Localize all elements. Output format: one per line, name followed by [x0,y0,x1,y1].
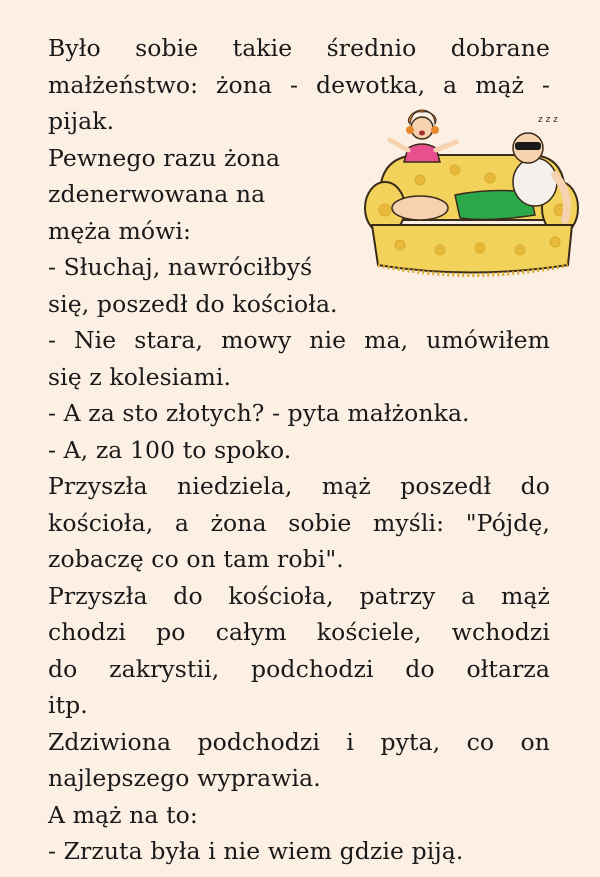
wife-head-icon [411,117,433,139]
story-line-13: Przyszła niedziela, mąż poszedł do [48,472,550,500]
story-line-17: chodzi po całym kościele, wchodzi [48,618,550,646]
story-line-4: Pewnego razu żona [48,143,281,172]
story-line-1: Było sobie takie średnio dobrane [48,34,550,62]
story-line-19: itp. [48,691,88,719]
story-line-21: najlepszego wyprawia. [48,764,321,792]
husband-torso-icon [513,158,557,206]
story-line-8: się, poszedł do kościoła. [48,289,338,318]
story-line-10: się z kolesiami. [48,362,232,391]
story-line-5: zdenerwowana na [48,180,266,208]
story-line-23: - Zrzuta była i nie wiem gdzie piją. [48,837,464,865]
story-line-7: - Słuchaj, nawróciłbyś [48,253,313,281]
story-line-18: do zakrystii, podchodzi do ołtarza [48,654,550,683]
story-line-6: męża mówi: [48,216,192,245]
story-line-14: kościoła, a żona sobie myśli: "Pójdę, [48,508,550,537]
husband-feet-icon [392,196,448,220]
story-line-16: Przyszła do kościoła, patrzy a mąż [48,581,550,610]
story-line-2: małżeństwo: żona - dewotka, a mąż - [48,70,550,99]
wife-dress-icon [404,144,440,162]
sunglasses-icon [515,142,541,150]
story-line-3: pijak. [48,107,115,135]
sleep-marks-icon: z z z [538,115,558,125]
story-line-11: - A za sto złotych? - pyta małżonka. [48,399,470,427]
story-line-12: - A, za 100 to spoko. [48,435,292,464]
story-line-20: Zdziwiona podchodzi i pyta, co on [48,727,550,756]
story-line-9: - Nie stara, mowy nie ma, umówiłem [48,326,550,354]
couple-on-sofa-illustration [360,100,580,300]
story-line-22: A mąż na to: [48,800,198,829]
story-line-15: zobaczę co on tam robi". [48,545,344,573]
